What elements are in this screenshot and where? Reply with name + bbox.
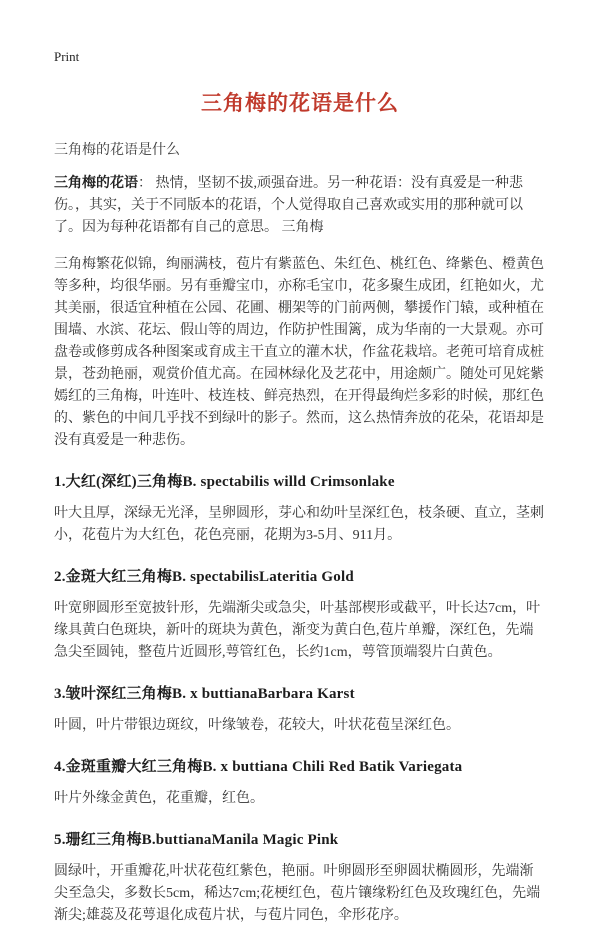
page-subtitle: 三角梅的花语是什么 <box>54 143 180 158</box>
variety-5-body: 圆绿叶，开重瓣花,叶状花苞红紫色，艳丽。叶卵圆形至卵圆状椭圆形，先端渐尖至急尖，多数长5cm，稀达7cm;花梗红色，苞片镶缘粉红色及玫瑰红色，先端渐尖;雄蕊及花萼退化成苞片状，与苞片同色，伞形花序。 <box>54 864 541 923</box>
intro-lead-rest: ： 热情，坚韧不拔,顽强奋进。另一种花语：没有真爱是一种悲伤。，其实，关于不同版本的花语，个人觉得取自己喜欢或实用的那种就可以了。因为每种花语都有自己的意思。 三角梅 <box>54 176 523 235</box>
variety-5-heading: 5.珊红三角梅B.buttianaManila Magic Pink <box>54 832 339 848</box>
intro-paragraph <box>54 173 546 239</box>
variety-1-heading: 1.大红(深红)三角梅B. spectabilis willd Crimsonlake <box>54 474 395 490</box>
description-paragraph: 三角梅繁花似锦，绚丽满枝，苞片有紫蓝色、朱红色、桃红色、绛紫色、橙黄色等多种，均很华丽。另有垂瓣宝巾，亦称毛宝巾，花多聚生成团，红艳如火，尤其美丽，很适宜种植在公园、花圃、棚架等的门前两侧，攀援作门辕，或种植在围墙、水滨、花坛、假山等的周边，作防护性围篱，成为华南的一大景观。亦可盘卷或修剪成各种图案或育成主干直立的灌木状，作盆花栽培。老蔸可培育成桩景，苍劲艳丽，观赏价值尤高。在园林绿化及艺花中，用途颇广。随处可见姹紫嫣红的三角梅，叶连叶、枝连枝、鲜亮热烈，在开得最绚烂多彩的时候，那红色的、紫色的中间几乎找不到绿叶的影子。然而，这么热情奔放的花朵，花语却是没有真爱是一种悲伤。 <box>54 257 544 448</box>
variety-3-body: 叶圆，叶片带银边斑纹，叶缘皱卷，花较大，叶状花苞呈深红色。 <box>54 718 460 733</box>
intro-lead-bold: 三角梅的花语 <box>54 176 138 191</box>
variety-4-heading: 4.金斑重瓣大红三角梅B. x buttiana Chili Red Batik Variegata <box>54 759 463 775</box>
variety-2-heading: 2.金斑大红三角梅B. spectabilisLateritia Gold <box>54 569 354 585</box>
variety-2-body: 叶宽卵圆形至宽披针形，先端渐尖或急尖，叶基部楔形或截平，叶长达7cm，叶缘具黄白色斑块，新叶的斑块为黄色，渐变为黄白色,苞片单瓣，深红色，先端急尖至圆钝，整苞片近圆形,萼管红色，长约1cm，萼管顶端裂片白黄色。 <box>54 601 541 660</box>
print-link[interactable]: Print <box>54 49 80 64</box>
variety-4-body: 叶片外缘金黄色，花重瓣，红色。 <box>54 791 264 806</box>
variety-1-body: 叶大且厚，深绿无光泽，呈卵圆形，芽心和幼叶呈深红色，枝条硬、直立，茎刺小，花苞片为大红色，花色亮丽，花期为3-5月、911月。 <box>54 506 544 543</box>
page-title: 三角梅的花语是什么 <box>201 91 399 115</box>
variety-3-heading: 3.皱叶深红三角梅B. x buttianaBarbara Karst <box>54 686 355 702</box>
